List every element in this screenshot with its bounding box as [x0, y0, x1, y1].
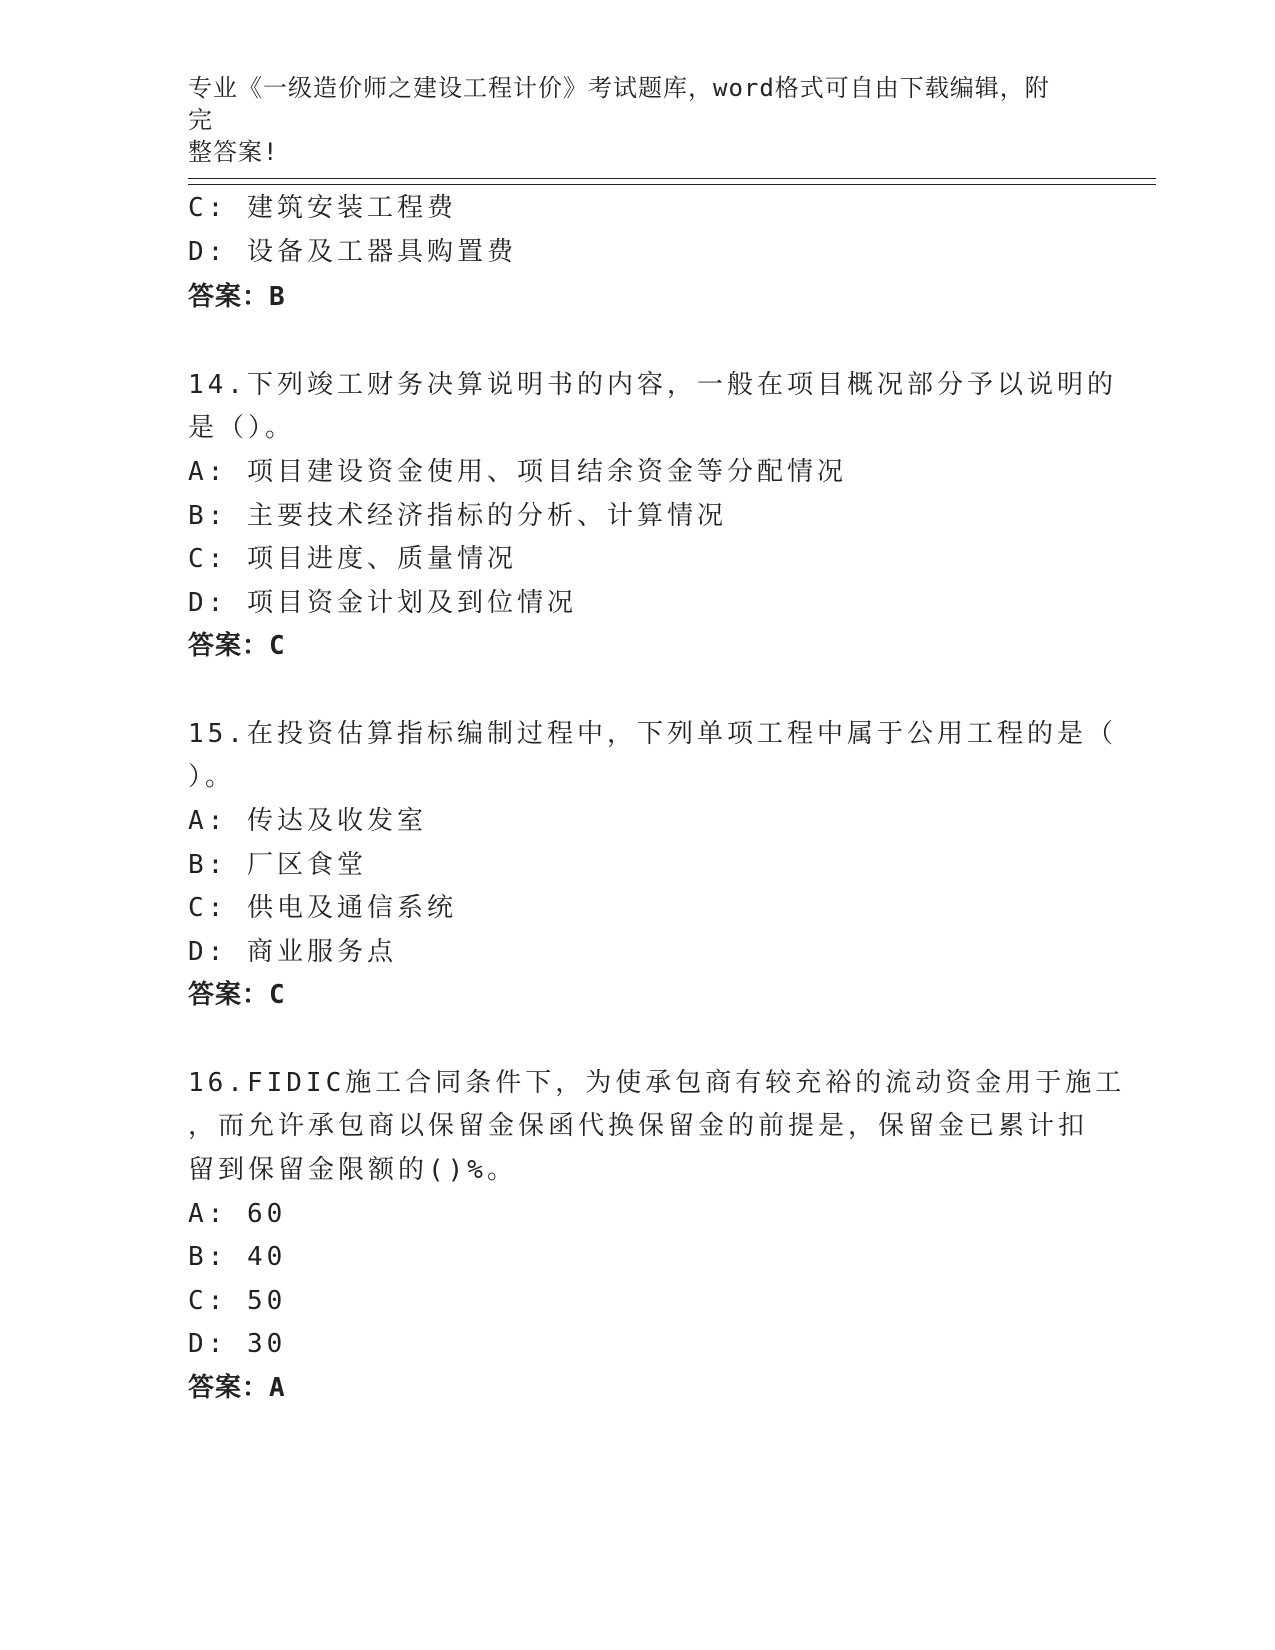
q14-stem-line-1: 14.下列竣工财务决算说明书的内容，一般在项目概况部分予以说明的 [188, 370, 1117, 400]
header-divider-bottom [188, 184, 1156, 185]
q15-answer: 答案：C [188, 980, 286, 1010]
q14-stem-line-2: 是（）。 [188, 413, 296, 443]
q16-stem-line-2: ，而允许承包商以保留金保函代换保留金的前提是，保留金已累计扣 [188, 1111, 1089, 1141]
prev-option-c: C: 建筑安装工程费 [188, 193, 457, 223]
q14-option-b: B: 主要技术经济指标的分析、计算情况 [188, 501, 727, 531]
prev-answer: 答案：B [188, 282, 286, 312]
q14-option-c: C: 项目进度、质量情况 [188, 544, 517, 574]
q14-option-d: D: 项目资金计划及到位情况 [188, 588, 577, 618]
q14-option-a: A: 项目建设资金使用、项目结余资金等分配情况 [188, 457, 847, 487]
q15-stem-line-1: 15.在投资估算指标编制过程中，下列单项工程中属于公用工程的是（ [188, 719, 1117, 749]
q16-stem-line-3: 留到保留金限额的()%。 [188, 1155, 517, 1185]
prev-option-d: D: 设备及工器具购置费 [188, 237, 517, 267]
document-header [188, 72, 1068, 168]
q14-answer: 答案：C [188, 631, 286, 661]
q15-option-b: B: 厂区食堂 [188, 850, 367, 880]
q16-option-c: C: 50 [188, 1286, 287, 1316]
q16-stem-line-1: 16.FIDIC施工合同条件下，为使承包商有较充裕的流动资金用于施工 [188, 1068, 1126, 1098]
header-divider-top [188, 178, 1156, 179]
q16-option-a: A: 60 [188, 1199, 287, 1229]
q15-option-d: D: 商业服务点 [188, 937, 397, 967]
q15-stem-line-2: ）。 [188, 762, 236, 792]
q15-option-c: C: 供电及通信系统 [188, 893, 457, 923]
header-line-1: 专业《一级造价师之建设工程计价》考试题库，word格式可自由下载编辑，附完 [188, 74, 1050, 134]
q16-option-d: D: 30 [188, 1329, 287, 1359]
q16-option-b: B: 40 [188, 1242, 287, 1272]
header-line-2: 整答案! [188, 138, 279, 166]
q15-option-a: A: 传达及收发室 [188, 806, 427, 836]
q16-answer: 答案：A [188, 1373, 286, 1403]
